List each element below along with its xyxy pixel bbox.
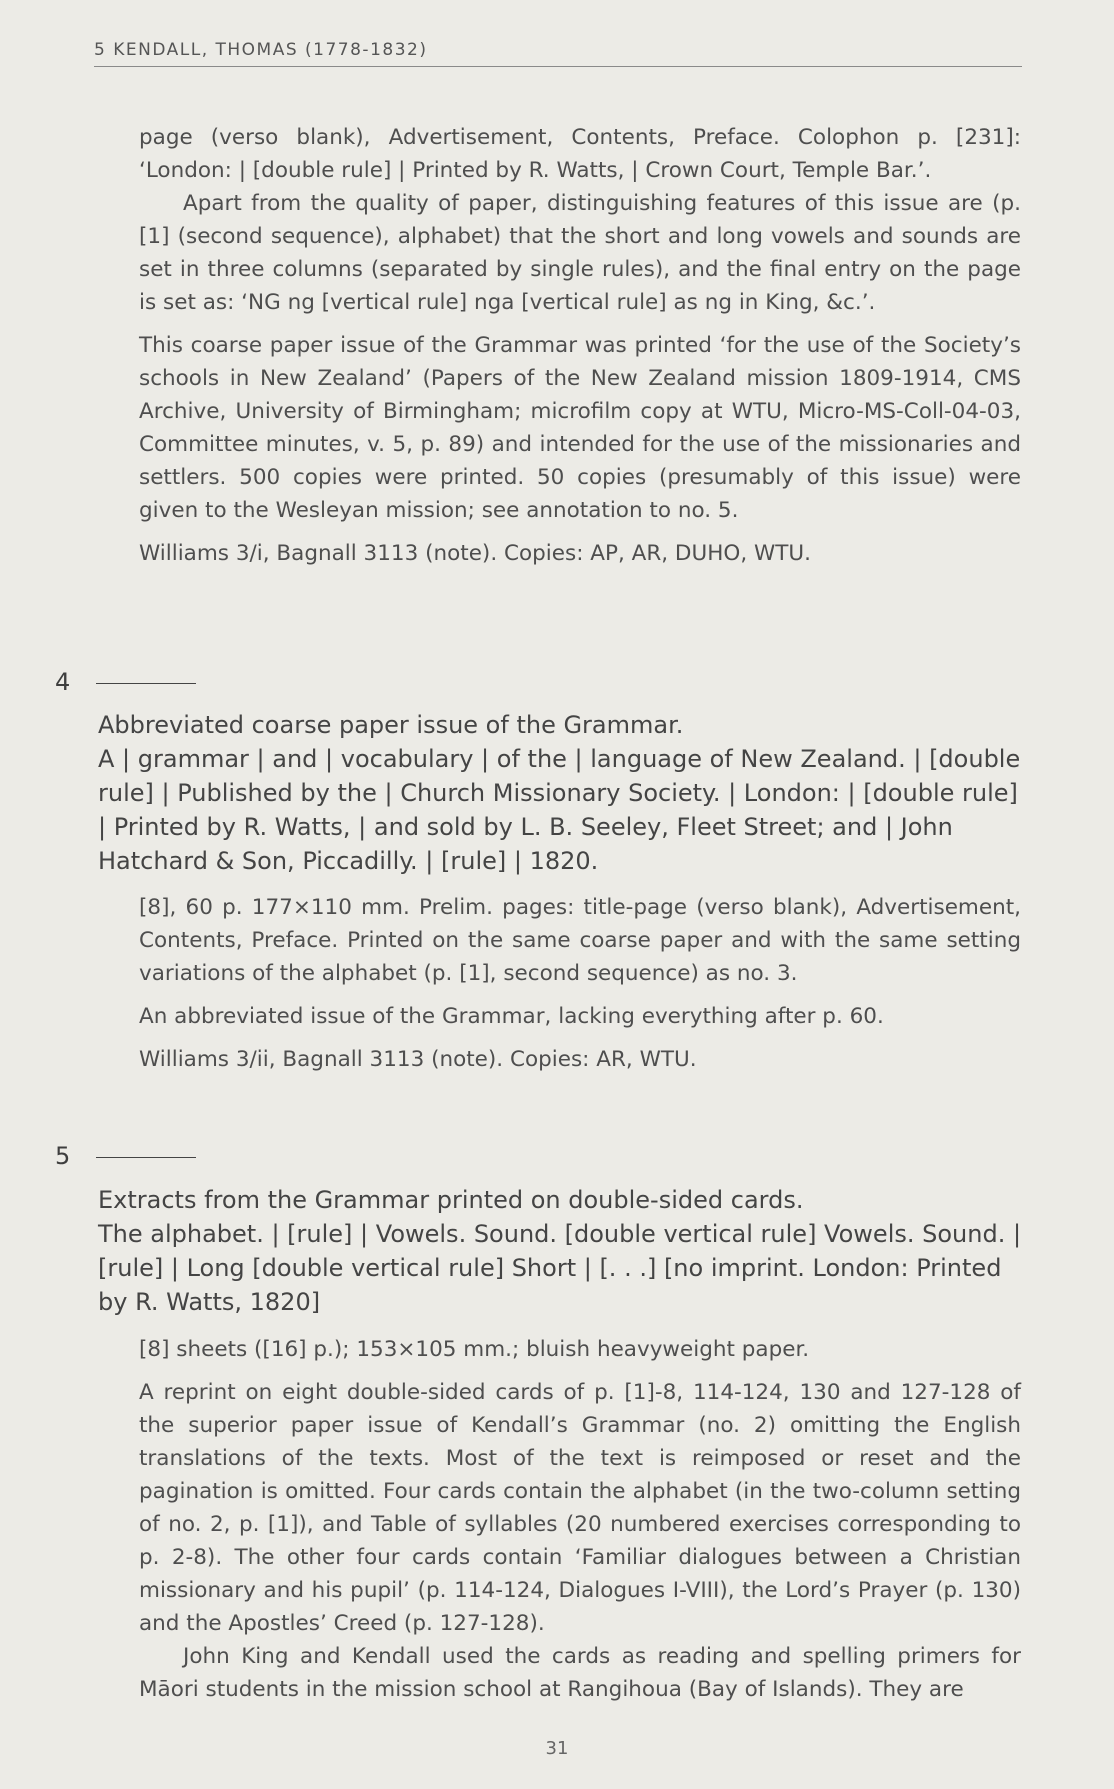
page-number: 31 xyxy=(545,1738,569,1759)
entry-5-annotation: A reprint on eight double-sided cards of p. [1]-8, 114-124, 130 and 127-128 of the superior paper issue of Kendall’s Grammar (no. 2) omitting the English translations of the texts. Most of the text is reimposed or reset and the pagination is omitted. Four cards contain the alphabet (in the two-column setting of no. 2, p. [1]), and Table of syllables (20 numbered exercises corresponding to p. 2-8). The other four cards contain ‘Familiar dialogues between a Christian missionary and his pupil’ (p. 114-124, Dialogues I-VIII), the Lord’s Prayer (p. 130) and the Apostles’ Creed (p. 127-128). xyxy=(139,1380,1021,1636)
entry-3-annotation: This coarse paper issue of the Grammar was printed ‘for the use of the Society’s schools in New Zealand’ (Papers of the New Zealand mission 1809-1914, CMS Archive, University of Birmingham; microfilm copy at WTU, Micro-MS-Coll-04-03, Committee minutes, v. 5, p. 89) and intended for the use of the missionaries and settlers. 500 copies were printed. 50 copies (presumably of this issue) were given to the Wesleyan mission; see annotation to no. 5. xyxy=(139,333,1021,523)
entry-rule xyxy=(96,1157,196,1158)
entry-3-collation: page (verso blank), Advertisement, Contents, Preface. Colophon p. [231]: ‘London: | [double rule] | Printed by R. Watts, | Crown Court, Temple Bar.’. xyxy=(139,125,1021,183)
entry-4-number: 4 xyxy=(55,668,196,696)
entry-4-transcription: A | grammar | and | vocabulary | of the | language of New Zealand. | [double rule] | Published by the | Church Missionary Society. | London: | [double rule] | Printed by R. Watts, | and sold by L. B. Seeley, Fleet Street; and | John Hatchard & Son, Piccadilly. | [rule] | 1820. xyxy=(98,745,1021,875)
entry-3-continuation xyxy=(139,121,1021,580)
entry-3-distinguishing-features: Apart from the quality of paper, distinguishing features of this issue are (p. [1] (second sequence), alphabet) that the short and long vowels and sounds are set in three columns (separated by single rules), and the final entry on the page is set as: ‘NG ng [vertical rule] nga [vertical rule] as ng in King, &c.’. xyxy=(139,191,1021,315)
entry-3-references: Williams 3/i, Bagnall 3113 (note). Copies: AP, AR, DUHO, WTU. xyxy=(139,541,811,566)
entry-4-body xyxy=(139,891,1021,1086)
entry-5-body xyxy=(139,1333,1021,1716)
entry-rule xyxy=(96,683,196,684)
entry-5-transcription: The alphabet. | [rule] | Vowels. Sound. [double vertical rule] Vowels. Sound. | [rule] | Long [double vertical rule] Short | [. . .] [no imprint. London: Printed by R. Watts, 1820] xyxy=(98,1220,1022,1316)
entry-4-title-block xyxy=(98,708,1022,878)
entry-4-heading: Abbreviated coarse paper issue of the Grammar. xyxy=(98,711,684,739)
entry-4-annotation: An abbreviated issue of the Grammar, lacking everything after p. 60. xyxy=(139,1004,884,1029)
entry-5-collation: [8] sheets ([16] p.); 153×105 mm.; bluish heavyweight paper. xyxy=(139,1337,810,1362)
entry-5-title-block xyxy=(98,1183,1022,1319)
entry-4-collation: [8], 60 p. 177×110 mm. Prelim. pages: title-page (verso blank), Advertisement, Contents, Preface. Printed on the same coarse paper and with the same setting variations of the alphabet (p. [1], second sequence) as no. 3. xyxy=(139,895,1021,986)
entry-5-usage-note: John King and Kendall used the cards as reading and spelling primers for Māori students in the mission school at Rangihoua (Bay of Islands). They are xyxy=(139,1644,1021,1702)
running-head: 5 KENDALL, THOMAS (1778-1832) xyxy=(94,40,1022,67)
entry-5-heading: Extracts from the Grammar printed on double-sided cards. xyxy=(98,1186,804,1214)
entry-4-references: Williams 3/ii, Bagnall 3113 (note). Copies: AR, WTU. xyxy=(139,1047,697,1072)
entry-5-number: 5 xyxy=(55,1142,196,1170)
